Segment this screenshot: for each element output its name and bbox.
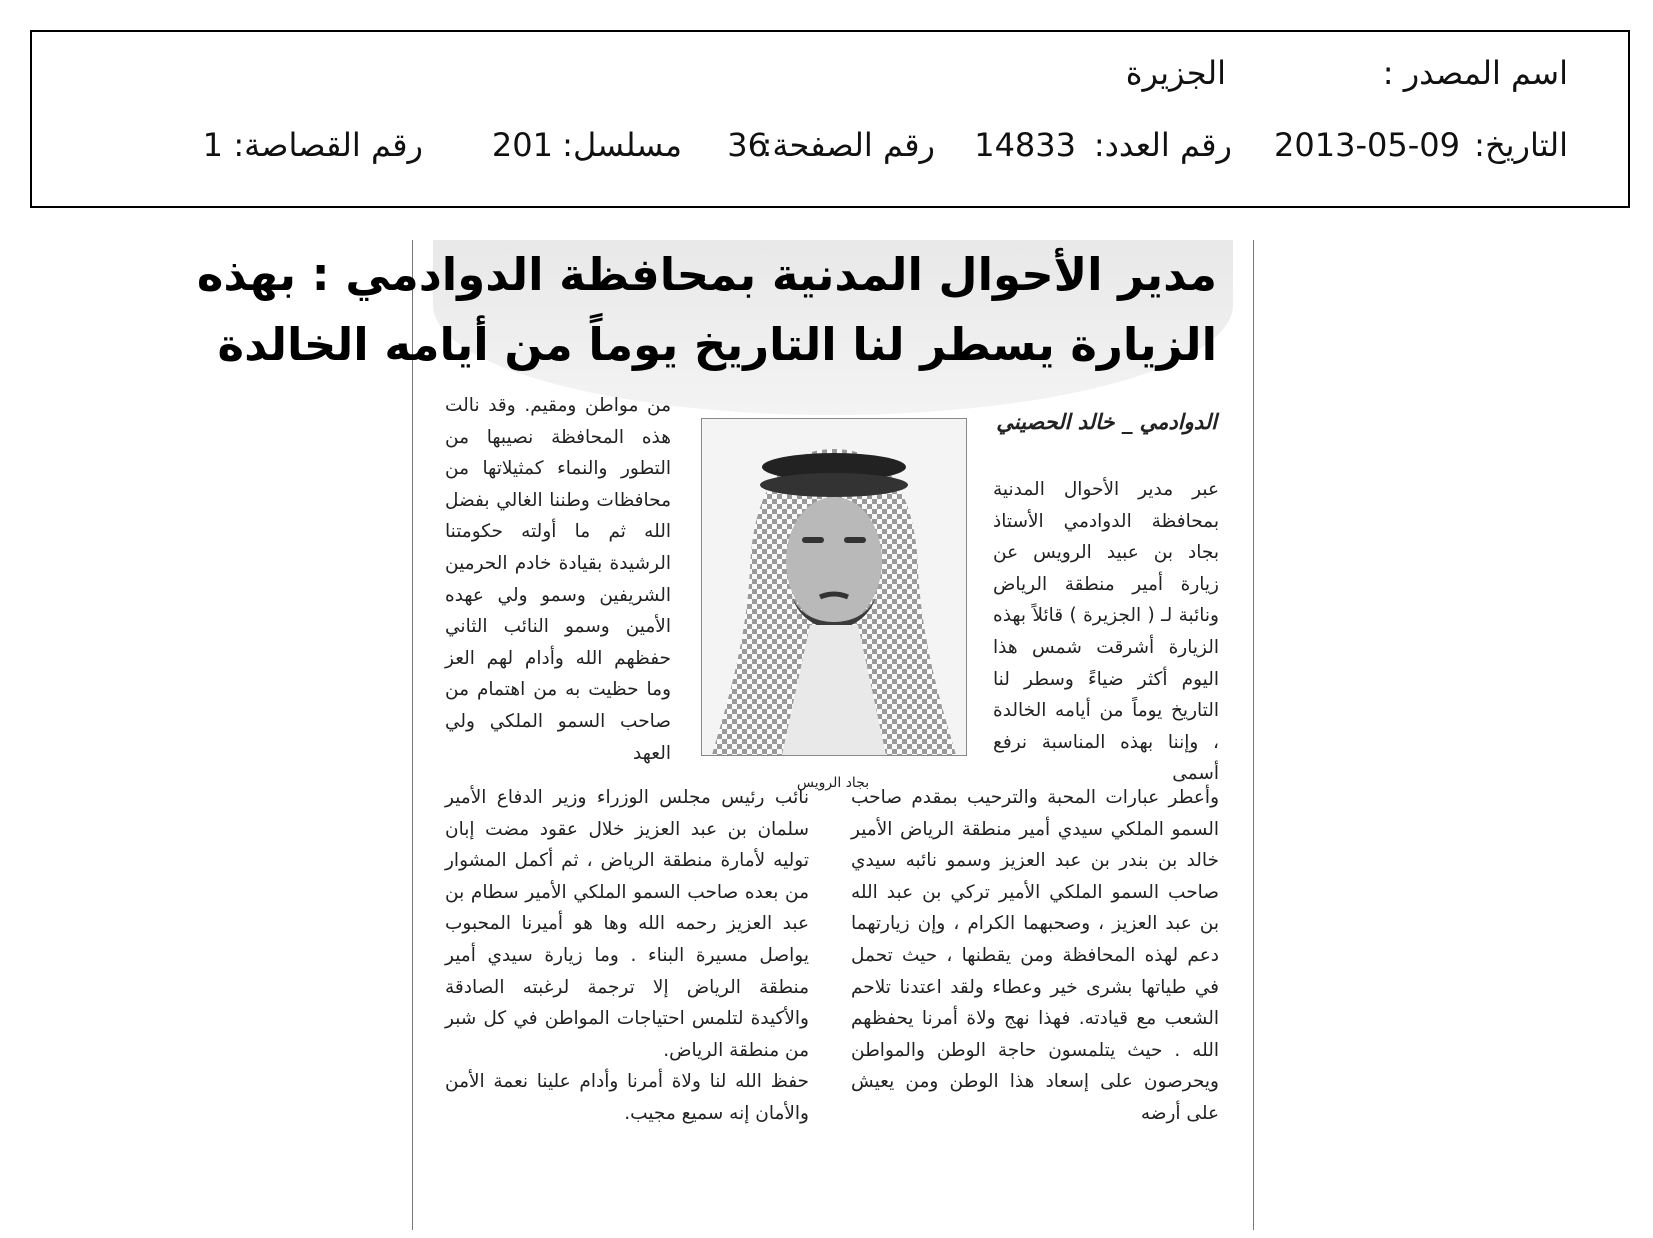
issue-label: رقم العدد: xyxy=(1093,126,1232,164)
headline-line-2: الزيارة يسطر لنا التاريخ يوماً من أيامه الخالدة xyxy=(217,318,1217,371)
date-value: 2013-05-09 xyxy=(1274,126,1460,164)
page-label: رقم الصفحة: xyxy=(761,126,935,164)
issue-value: 14833 xyxy=(974,126,1076,164)
clip-label: رقم القصاصة: xyxy=(233,126,423,164)
page-value: 36 xyxy=(727,126,768,164)
paragraph-intro: عبر مدير الأحوال المدنية بمحافظة الدوادمي الأستاذ بجاد بن عبيد الرويس عن زيارة أمير منطقة الرياض ونائبة لـ ( الجزيرة ) قائلاً بهذه الزيارة أشرقت شمس هذا اليوم أكثر ضياءً وسطر لنا التاريخ يوماً من أيامه الخالدة ، وإننا بهذه المناسبة نرفع أسمى xyxy=(993,479,1219,785)
serial-label: مسلسل: xyxy=(562,126,682,164)
portrait-photo xyxy=(701,418,967,756)
paragraph-bottom-right: وأعطر عبارات المحبة والترحيب بمقدم صاحب السمو الملكي سيدي أمير منطقة الرياض الأمير خالد بن بندر بن عبد العزيز وسمو نائبه سيدي صاحب السمو الملكي الأمير تركي بن عبد الله بن عبد العزيز ، وصحبهما الكرام ، وإن زيارتهما دعم لهذه المحافظة ومن يقطنها ، حيث تحمل في طياتها بشرى خير وعطاء ولقد اعتدنا تلاحم الشعب مع قيادته. فهذا نهج ولاة أمرنا يحفظهم الله . حيث يتلمسون حاجة الوطن والمواطن ويحرصون على إسعاد هذا الوطن ومن يعيش على أرضه xyxy=(851,787,1219,1124)
headline-line-1: مدير الأحوال المدنية بمحافظة الدوادمي : بهذه xyxy=(196,248,1217,301)
photo-caption: بجاد الرويس xyxy=(796,775,870,791)
source-label: اسم المصدر : xyxy=(1382,54,1568,92)
newspaper-clipping xyxy=(196,240,1254,1230)
paragraph-bottom-left-1: نائب رئيس مجلس الوزراء وزير الدفاع الأمير سلمان بن عبد العزيز خلال عقود مضت إبان توليه لأمارة منطقة الرياض ، ثم أكمل المشوار من بعده صاحب السمو الملكي الأمير سطام بن عبد العزيز رحمه الله وها هو أميرنا المحبوب يواصل مسيرة البناء . وما زيارة سيدي أمير منطقة الرياض إلا ترجمة لرغبته الصادقة والأكيدة لتلمس احتياجات المواطن في كل شبر من منطقة الرياض. xyxy=(445,787,809,1061)
article-column-left xyxy=(445,390,671,778)
paragraph-bottom-left-2: حفظ الله لنا ولاة أمرنا وأدام علينا نعمة الأمن والأمان إنه سميع مجيب. xyxy=(445,1071,809,1124)
date-label: التاريخ: xyxy=(1474,126,1568,164)
source-value: الجزيرة xyxy=(1125,54,1226,92)
serial-value: 201 xyxy=(491,126,553,164)
byline: الدوادمي _ خالد الحصيني xyxy=(996,410,1217,434)
metadata-box xyxy=(30,30,1630,208)
article-column-bottom-left xyxy=(445,782,809,1202)
paragraph-left-top: من مواطن ومقيم. وقد نالت هذه المحافظة نصيبها من التطور والنماء كمثيلاتها من محافظات وطننا الغالي بفضل الله ثم ما أولته حكومتنا الرشيدة بقيادة خادم الحرمين الشريفين وسمو ولي عهده الأمين وسمو النائب الثاني حفظهم الله وأدام لهم العز وما حظيت به من اهتمام من صاحب السمو الملكي ولي العهد xyxy=(445,395,671,764)
article-column-bottom-right xyxy=(851,782,1219,1202)
clip-value: 1 xyxy=(202,126,223,164)
article-column-right xyxy=(993,474,1219,826)
person-portrait-icon xyxy=(702,419,966,755)
